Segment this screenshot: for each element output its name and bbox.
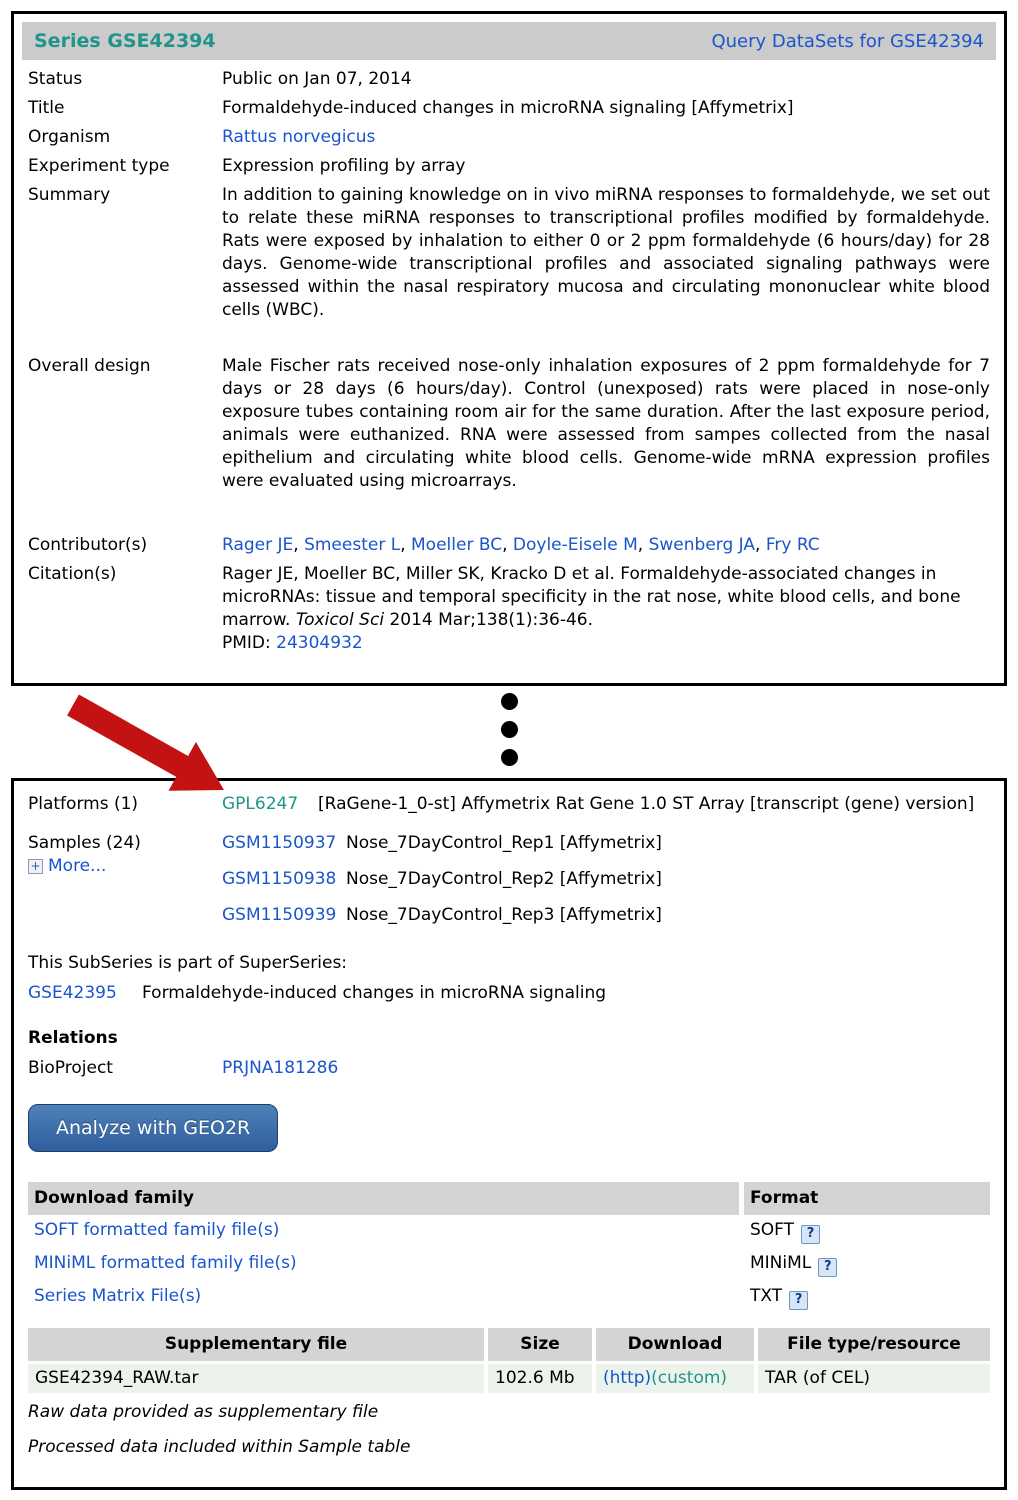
bioproject-link[interactable]: PRJNA181286: [222, 1058, 339, 1078]
ellipsis-dot: [501, 721, 518, 738]
samples-row: [28, 832, 990, 940]
sample-accession-link[interactable]: GSM1150937: [222, 833, 337, 853]
superseries-title: Formaldehyde-induced changes in microRNA signaling: [142, 983, 607, 1003]
relations-heading: Relations: [28, 1028, 118, 1048]
sample-accession-link[interactable]: GSM1150938: [222, 869, 337, 889]
format-cell: [744, 1215, 990, 1248]
soft-family-link[interactable]: SOFT formatted family file(s): [34, 1220, 280, 1240]
download-family-cell: [28, 1215, 739, 1248]
series-fields: [14, 66, 1004, 655]
omitted-content-strip: [0, 686, 1018, 778]
help-icon[interactable]: [818, 1258, 837, 1277]
sample-accession-link[interactable]: GSM1150939: [222, 905, 337, 925]
contributor-separator: ,: [755, 535, 766, 555]
series-header-bar: [22, 22, 996, 60]
sample-description: Nose_7DayControl_Rep2 [Affymetrix]: [346, 869, 662, 889]
format-value: MINiML: [750, 1253, 812, 1273]
help-icon[interactable]: [801, 1225, 820, 1244]
contributor-separator: ,: [502, 535, 513, 555]
contributors-label: Contributor(s): [28, 535, 148, 555]
series-record-box: [11, 11, 1007, 686]
sample-item: [222, 904, 990, 927]
platforms-row: [28, 793, 990, 816]
contributors-list: [222, 534, 990, 557]
custom-download-link[interactable]: (custom): [651, 1368, 728, 1388]
download-family-table: [28, 1182, 990, 1314]
experiment-type-label: Experiment type: [28, 156, 170, 176]
series-details-box: [11, 778, 1007, 1490]
download-family-header: Download family: [28, 1182, 739, 1215]
series-matrix-link[interactable]: Series Matrix File(s): [34, 1286, 202, 1306]
contributor-separator: ,: [293, 535, 305, 555]
supplementary-file-table: [28, 1328, 990, 1393]
series-accession-title: Series GSE42394: [34, 29, 216, 52]
status-value: Public on Jan 07, 2014: [222, 69, 412, 89]
contributor-separator: ,: [637, 535, 649, 555]
help-icon[interactable]: [789, 1291, 808, 1310]
analyze-with-geo2r-button[interactable]: Analyze with GEO2R: [28, 1104, 278, 1152]
format-header: Format: [744, 1182, 990, 1215]
ellipsis-dot: [501, 749, 518, 766]
contributor-link[interactable]: Fry RC: [765, 535, 820, 555]
overall-design-label: Overall design: [28, 356, 151, 376]
supplementary-file-size: 102.6 Mb: [488, 1364, 592, 1393]
size-header: Size: [488, 1328, 592, 1361]
miniml-family-link[interactable]: MINiML formatted family file(s): [34, 1253, 297, 1273]
expand-more-icon[interactable]: [28, 859, 43, 874]
format-cell: [744, 1248, 990, 1281]
samples-label-cell: [28, 832, 222, 878]
pmid-link[interactable]: 24304932: [276, 633, 363, 653]
contributor-link[interactable]: Doyle-Eisele M: [512, 535, 638, 555]
format-value: TXT: [750, 1286, 783, 1306]
title-label: Title: [28, 98, 65, 118]
citation-body: Rager JE, Moeller BC, Miller SK, Kracko D et al. Formaldehyde-associated changes in microRNAs: tissue and temporal specificity in the rat nose, white blood cells, and bone marrow.: [222, 564, 961, 630]
sample-item: [222, 832, 990, 855]
experiment-type-value: Expression profiling by array: [222, 156, 466, 176]
samples-label: Samples (24): [28, 833, 141, 853]
bioproject-row: [28, 1057, 990, 1080]
organism-label: Organism: [28, 127, 111, 147]
citation-text: [222, 563, 990, 655]
samples-more-link[interactable]: More...: [48, 856, 107, 876]
supplementary-file-header: Supplementary file: [28, 1328, 484, 1361]
contributors-row: [28, 534, 990, 557]
query-datasets-link[interactable]: Query DataSets for GSE42394: [711, 30, 984, 52]
experiment-type-row: [28, 155, 990, 178]
summary-label: Summary: [28, 185, 111, 205]
samples-list: [222, 832, 990, 940]
sample-description: Nose_7DayControl_Rep3 [Affymetrix]: [346, 905, 662, 925]
superseries-intro: This SubSeries is part of SuperSeries:: [28, 953, 348, 973]
download-header: Download: [596, 1328, 754, 1361]
title-value: Formaldehyde-induced changes in microRNA signaling [Affymetrix]: [222, 98, 794, 118]
status-row: [28, 68, 990, 91]
citation-row: [28, 563, 990, 655]
ellipsis-dot: [501, 693, 518, 710]
contributor-link[interactable]: Smeester L: [304, 535, 401, 555]
contributor-link[interactable]: Swenberg JA: [648, 535, 756, 555]
download-family-cell: [28, 1281, 739, 1314]
platform-accession-link[interactable]: GPL6247: [222, 794, 299, 814]
ellipsis-dots: [501, 693, 518, 777]
overall-design-row: [28, 355, 990, 493]
format-cell: [744, 1281, 990, 1314]
superseries-accession-link[interactable]: GSE42395: [28, 983, 117, 1003]
platform-item: [222, 793, 990, 816]
format-value: SOFT: [750, 1220, 795, 1240]
summary-text: In addition to gaining knowledge on in vivo miRNA responses to formaldehyde, we set out to relate these miRNA responses to transcriptional profiles modified by formaldehyde. Rats were exposed by inhalation to either 0 or 2 ppm formaldehyde (6 hours/day) for 28 days. Genome-wide transcriptional profiles and associated signaling pathways were assessed within the nasal respiratory mucosa and circulating mononuclear white blood cells (WBC).: [222, 185, 990, 320]
http-download-link[interactable]: (http): [603, 1368, 652, 1388]
organism-row: [28, 126, 990, 149]
processed-data-note: Processed data included within Sample table: [28, 1437, 411, 1457]
title-row: [28, 97, 990, 120]
sample-item: [222, 868, 990, 891]
download-family-cell: [28, 1248, 739, 1281]
supplementary-file-name: GSE42394_RAW.tar: [28, 1364, 484, 1393]
bioproject-label: BioProject: [28, 1058, 113, 1078]
contributor-link[interactable]: Moeller BC: [411, 535, 503, 555]
sample-description: Nose_7DayControl_Rep1 [Affymetrix]: [346, 833, 662, 853]
citation-journal: Toxicol Sci: [295, 610, 385, 630]
supplementary-filetype: TAR (of CEL): [758, 1364, 990, 1393]
superseries-item: [28, 982, 990, 1005]
overall-design-text: Male Fischer rats received nose-only inhalation exposures of 2 ppm formaldehyde for 7 days or 28 days (6 hours/day). Control (unexposed) rats were placed in nose-only exposure tubes containing room air for the same duration. After the last exposure period, animals were euthanized. RNA were assessed from sampes collected from the nasal epithelium and circulating white blood cells. Genome-wide mRNA expression profiles were evaluated using microarrays.: [222, 356, 990, 491]
summary-row: [28, 184, 990, 322]
samples-more: [28, 856, 106, 876]
status-label: Status: [28, 69, 83, 89]
pmid-label: PMID:: [222, 633, 271, 653]
filetype-header: File type/resource: [758, 1328, 990, 1361]
contributor-separator: ,: [400, 535, 412, 555]
citation-label: Citation(s): [28, 564, 117, 584]
platforms-label: Platforms (1): [28, 794, 139, 814]
contributor-link[interactable]: Rager JE: [222, 535, 294, 555]
citation-issue: 2014 Mar;138(1):36-46.: [389, 610, 593, 630]
raw-data-note: Raw data provided as supplementary file: [28, 1402, 379, 1422]
supplementary-notes: [28, 1401, 990, 1459]
organism-link[interactable]: Rattus norvegicus: [222, 127, 376, 147]
supplementary-download-cell: [596, 1364, 754, 1393]
platform-description: [RaGene-1_0-st] Affymetrix Rat Gene 1.0 ST Array [transcript (gene) version]: [318, 794, 975, 814]
